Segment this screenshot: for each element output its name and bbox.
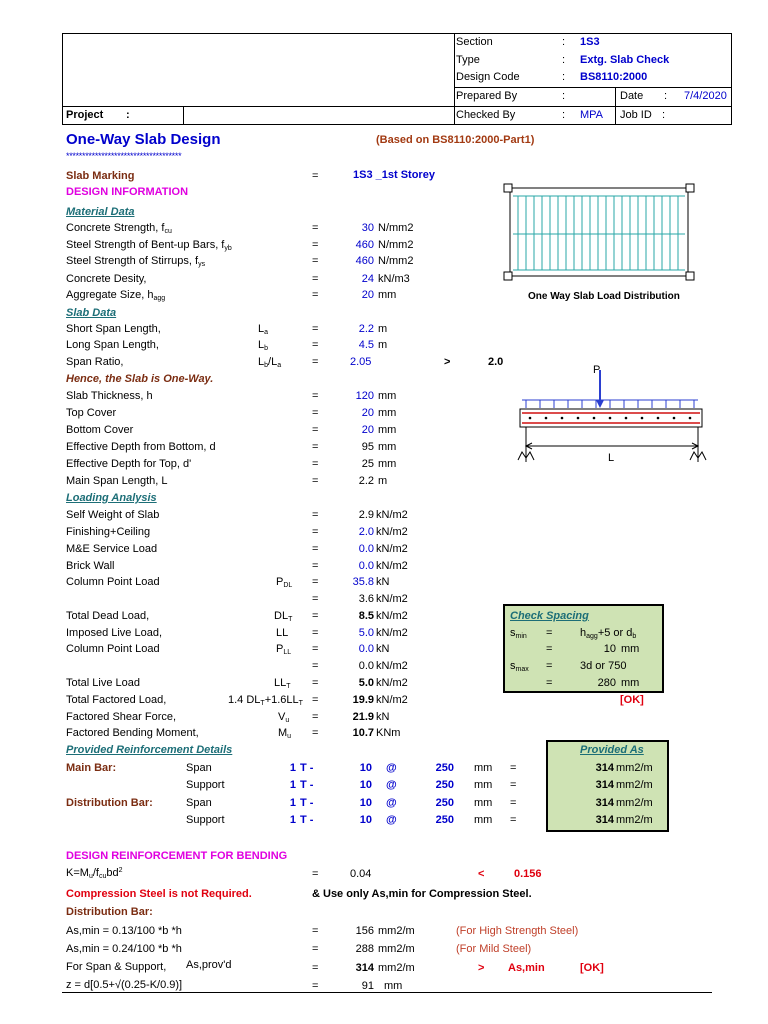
corner-column <box>686 272 694 280</box>
slab-row-label: Top Cover <box>66 407 117 419</box>
reinf-unit: mm <box>474 814 493 826</box>
imposed-sym: LL <box>276 627 289 639</box>
total-live-sym: LL <box>274 677 287 689</box>
k-sub2: cu <box>98 873 107 880</box>
k-cmp: < <box>478 868 485 880</box>
project-colon: : <box>126 109 130 121</box>
reinf-as-unit: mm2/m <box>616 762 653 774</box>
short-span-sub: a <box>264 329 269 336</box>
material-label: Aggregate Size, h <box>66 289 154 301</box>
asprov-ok: [OK] <box>580 962 604 974</box>
checked-value: MPA <box>580 109 604 121</box>
slab-row-unit: mm <box>378 424 397 436</box>
total-dead-value: 8.5 <box>358 610 374 622</box>
slab-row-unit: mm <box>378 441 397 453</box>
reinf-at: @ <box>386 762 397 774</box>
col-point-ll-value: 0.0 <box>358 643 374 655</box>
moment-sym: M <box>278 727 288 739</box>
finishing-label: Finishing+Ceiling <box>66 526 151 538</box>
col-point-area-value: 3.6 <box>358 593 374 605</box>
col-point-label: Column Point Load <box>66 576 160 588</box>
slab-row-label: Slab Thickness, h <box>66 390 153 402</box>
reinf-as-unit: mm2/m <box>616 779 653 791</box>
shear-sub: u <box>285 717 290 724</box>
reinf-eq: = <box>510 797 517 809</box>
reinf-loc: Span <box>186 762 212 774</box>
self-weight-value: 2.9 <box>358 509 374 521</box>
design-info-heading: DESIGN INFORMATION <box>66 186 189 198</box>
smin-formula-sub2: b <box>632 633 637 640</box>
asprov-label2: As,prov'd <box>186 959 232 971</box>
reinf-dia: 10 <box>359 779 372 791</box>
self-weight-label: Self Weight of Slab <box>66 509 160 521</box>
reinf-unit: mm <box>474 797 493 809</box>
span-ratio-limit: 2.0 <box>488 356 504 368</box>
k-limit: 0.156 <box>514 868 542 880</box>
long-span-sym: L <box>258 339 265 351</box>
reinf-as: 314 <box>595 814 614 826</box>
slab-row-value: 20 <box>361 407 374 419</box>
prepared-colon: : <box>562 90 566 102</box>
reinf-eq: = <box>510 762 517 774</box>
smin-sub: min <box>515 633 527 640</box>
material-unit: N/mm2 <box>378 239 414 251</box>
use-only-note: & Use only As,min for Compression Steel. <box>312 888 532 900</box>
slab-row-unit: mm <box>378 390 397 402</box>
page-title: One-Way Slab Design <box>66 131 221 148</box>
reinf-t: T - <box>300 762 314 774</box>
smin-value-eq: = <box>546 643 553 655</box>
section-label: Section <box>456 36 493 48</box>
slab-row-value: 2.2 <box>358 475 374 487</box>
one-way-conclusion: Hence, the Slab is One-Way. <box>66 373 214 385</box>
brick-unit: kN/m2 <box>376 560 408 572</box>
reinf-spacing: 250 <box>435 797 454 809</box>
check-spacing-title: Check Spacing <box>510 610 589 622</box>
smin-unit: mm <box>621 643 640 655</box>
code-value: BS8110:2000 <box>580 71 648 83</box>
section-colon: : <box>562 36 566 48</box>
slab-plan-caption: One Way Slab Load Distribution <box>528 291 680 302</box>
provided-as-title: Provided As <box>580 744 644 756</box>
main-bar-label: Main Bar: <box>66 762 117 774</box>
material-label: Steel Strength of Bent-up Bars, f <box>66 239 225 251</box>
material-heading: Material Data <box>66 206 135 218</box>
asprov-unit: mm2/m <box>378 962 415 974</box>
shear-value: 21.9 <box>352 711 374 723</box>
material-value: 24 <box>361 273 374 285</box>
moment-value: 10.7 <box>352 727 374 739</box>
reinf-as: 314 <box>595 762 614 774</box>
reinf-num: 1 <box>289 762 296 774</box>
reinf-spacing: 250 <box>435 779 454 791</box>
factored-sub: T <box>260 700 265 707</box>
total-live-unit: kN/m2 <box>376 677 408 689</box>
span-ratio-cmp: > <box>444 356 451 368</box>
factored-label: Total Factored Load, <box>66 694 167 706</box>
reinf-num: 1 <box>289 779 296 791</box>
corner-column <box>504 272 512 280</box>
corner-column <box>504 184 512 192</box>
slab-heading: Slab Data <box>66 307 117 319</box>
span-ratio-value: 2.05 <box>350 356 372 368</box>
material-sub: ys <box>198 261 206 268</box>
date-label: Date <box>620 90 644 102</box>
reinf-loc: Span <box>186 797 212 809</box>
smax-eq: = <box>546 660 553 672</box>
slab-row-label: Bottom Cover <box>66 424 134 436</box>
col-point-ll-area-unit: kN/m2 <box>376 660 408 672</box>
slab-row-value: 20 <box>361 424 374 436</box>
asmin2-unit: mm2/m <box>378 943 415 955</box>
smax-value: 280 <box>597 677 616 689</box>
reinf-dia: 10 <box>359 797 372 809</box>
asmin1-unit: mm2/m <box>378 925 415 937</box>
k-label: K=M <box>66 867 89 879</box>
imposed-value: 5.0 <box>358 627 374 639</box>
finishing-value: 2.0 <box>358 526 374 538</box>
shear-label: Factored Shear Force, <box>66 711 177 723</box>
slab-marking-eq: = <box>312 170 319 182</box>
reinf-num: 1 <box>289 814 296 826</box>
code-colon: : <box>562 71 566 83</box>
reinf-as: 314 <box>595 779 614 791</box>
imposed-unit: kN/m2 <box>376 627 408 639</box>
smin-sym: s <box>510 627 516 639</box>
material-sub: agg <box>153 295 166 302</box>
slab-row-value: 95 <box>361 441 374 453</box>
asprov-cmp: > <box>478 962 485 974</box>
load-strips <box>513 196 685 270</box>
slab-row-unit: m <box>378 475 388 487</box>
col-point-unit: kN <box>376 576 390 588</box>
col-point-sub: DL <box>283 582 293 589</box>
total-dead-unit: kN/m2 <box>376 610 408 622</box>
code-label: Design Code <box>456 71 520 83</box>
span-ratio-sym2: /L <box>268 356 278 368</box>
loading-heading: Loading Analysis <box>66 492 157 504</box>
asmin1-label: As,min = 0.13/100 *b *h <box>66 925 182 937</box>
reinf-as: 314 <box>595 797 614 809</box>
material-value: 460 <box>355 255 374 267</box>
k-sup: 2 <box>118 867 123 874</box>
short-span-label: Short Span Length, <box>66 323 161 335</box>
date-value: 7/4/2020 <box>684 90 727 102</box>
reinf-as-unit: mm2/m <box>616 797 653 809</box>
material-label: Concrete Desity, <box>66 273 147 285</box>
col-point-ll-sub: LL <box>283 649 292 656</box>
short-span-unit: m <box>378 323 388 335</box>
reinf-num: 1 <box>289 797 296 809</box>
shear-sym: V <box>278 711 286 723</box>
span-ratio-sub2: a <box>277 362 282 369</box>
smin-formula: h <box>580 627 587 639</box>
smin-value: 10 <box>603 643 616 655</box>
slab-row-label: Effective Depth from Bottom, d <box>66 441 216 453</box>
factored-sym: 1.4 DL <box>228 694 261 706</box>
asprov-value: 314 <box>355 962 374 974</box>
material-sub: cu <box>164 228 172 235</box>
slab-row-unit: mm <box>378 458 397 470</box>
factored-sub2: T <box>298 700 303 707</box>
asmin2-value: 288 <box>355 943 374 955</box>
reinf-dia: 10 <box>359 762 372 774</box>
total-live-value: 5.0 <box>358 677 374 689</box>
col-point-area-unit: kN/m2 <box>376 593 408 605</box>
reinf-t: T - <box>300 814 314 826</box>
col-point-value: 35.8 <box>352 576 374 588</box>
long-span-label: Long Span Length, <box>66 339 159 351</box>
reinf-loc: Support <box>186 814 225 826</box>
based-on-note: (Based on BS8110:2000-Part1) <box>376 134 535 146</box>
reinforcement-heading: Provided Reinforcement Details <box>66 744 233 756</box>
material-unit: N/mm2 <box>378 222 414 234</box>
moment-label: Factored Bending Moment, <box>66 727 199 739</box>
reinf-loc: Support <box>186 779 225 791</box>
reinf-dia: 10 <box>359 814 372 826</box>
k-mid: /f <box>92 867 99 879</box>
k-end: bd <box>106 867 119 879</box>
smin-eq: = <box>546 627 553 639</box>
material-value: 20 <box>361 289 374 301</box>
jobid-label: Job ID <box>620 109 652 121</box>
material-unit: mm <box>378 289 397 301</box>
total-live-label: Total Live Load <box>66 677 140 689</box>
reinf-unit: mm <box>474 779 493 791</box>
type-value: Extg. Slab Check <box>580 54 670 66</box>
slab-row-label: Main Span Length, L <box>66 475 168 487</box>
reinf-t: T - <box>300 797 314 809</box>
long-span-sub: b <box>264 345 269 352</box>
finishing-unit: kN/m2 <box>376 526 408 538</box>
reinf-spacing: 250 <box>435 762 454 774</box>
smax-unit: mm <box>621 677 640 689</box>
point-load-arrowhead <box>596 400 604 408</box>
prepared-label: Prepared By <box>456 90 518 102</box>
brick-label: Brick Wall <box>66 560 115 572</box>
smax-formula: 3d or 750 <box>580 660 627 672</box>
material-label: Steel Strength of Stirrups, f <box>66 255 199 267</box>
total-dead-sym: DL <box>274 610 289 622</box>
material-sub: yb <box>224 245 232 252</box>
me-label: M&E Service Load <box>66 543 158 555</box>
reinf-at: @ <box>386 779 397 791</box>
date-colon: : <box>664 90 668 102</box>
me-unit: kN/m2 <box>376 543 408 555</box>
me-value: 0.0 <box>358 543 374 555</box>
short-span-sym: L <box>258 323 265 335</box>
factored-unit: kN/m2 <box>376 694 408 706</box>
smin-formula-mid: +5 or d <box>597 627 633 639</box>
point-load-label: P <box>593 364 601 376</box>
shear-unit: kN <box>376 711 390 723</box>
col-point-ll-unit: kN <box>376 643 390 655</box>
factored-value: 19.9 <box>352 694 374 706</box>
total-dead-sub: T <box>288 616 293 623</box>
asmin1-value: 156 <box>355 925 374 937</box>
long-span-value: 4.5 <box>358 339 374 351</box>
brick-value: 0.0 <box>358 560 374 572</box>
material-label: Concrete Strength, f <box>66 222 165 234</box>
smax-sub: max <box>515 666 529 673</box>
slab-outline <box>510 188 688 276</box>
reinf-unit: mm <box>474 762 493 774</box>
slab-plan-diagram <box>496 178 702 290</box>
col-point-ll-sym: P <box>276 643 284 655</box>
moment-sub: u <box>287 733 292 740</box>
asprov-ref: As,min <box>508 962 545 974</box>
k-sub: u <box>88 873 93 880</box>
slab-row-unit: mm <box>378 407 397 419</box>
reinf-spacing: 250 <box>435 814 454 826</box>
span-length-label: L <box>608 452 615 464</box>
dist-bar-label: Distribution Bar: <box>66 797 153 809</box>
reinf-eq: = <box>510 779 517 791</box>
span-ratio-sub: b <box>264 362 269 369</box>
bending-dist-bar: Distribution Bar: <box>66 906 153 918</box>
total-live-sub: T <box>286 683 291 690</box>
reinf-eq: = <box>510 814 517 826</box>
asprov-label: For Span & Support, <box>66 961 167 973</box>
type-colon: : <box>562 54 566 66</box>
span-ratio-label: Span Ratio, <box>66 356 124 368</box>
short-span-value: 2.2 <box>358 323 374 335</box>
slab-row-label: Effective Depth for Top, d' <box>66 458 192 470</box>
z-value: 91 <box>361 980 374 992</box>
reinf-at: @ <box>386 797 397 809</box>
col-point-ll-area-value: 0.0 <box>358 660 374 672</box>
col-point-sym: P <box>276 576 284 588</box>
moment-unit: KNm <box>376 727 401 739</box>
factored-sym2: +1.6LL <box>264 694 299 706</box>
checked-colon: : <box>562 109 566 121</box>
slab-marking-label: Slab Marking <box>66 170 135 182</box>
reinf-t: T - <box>300 779 314 791</box>
material-unit: N/mm2 <box>378 255 414 267</box>
compression-not-required: Compression Steel is not Required. <box>66 888 252 900</box>
asmin2-note: (For Mild Steel) <box>456 943 532 955</box>
material-value: 460 <box>355 239 374 251</box>
z-unit: mm <box>384 980 403 992</box>
k-value: 0.04 <box>350 868 372 880</box>
material-value: 30 <box>361 222 374 234</box>
col-point-ll-label: Column Point Load <box>66 643 160 655</box>
reinf-as-unit: mm2/m <box>616 814 653 826</box>
smax-sym: s <box>510 660 516 672</box>
title-stars: ************************************ <box>66 151 182 161</box>
bending-heading: DESIGN REINFORCEMENT FOR BENDING <box>66 850 288 862</box>
slab-row-value: 25 <box>361 458 374 470</box>
span-ratio-sym: L <box>258 356 265 368</box>
corner-column <box>686 184 694 192</box>
slab-row-value: 120 <box>355 390 374 402</box>
total-dead-label: Total Dead Load, <box>66 610 150 622</box>
imposed-label: Imposed Live Load, <box>66 627 163 639</box>
project-label: Project <box>66 109 104 121</box>
smin-formula-sub: agg <box>586 633 598 640</box>
jobid-colon: : <box>662 109 666 121</box>
asmin2-label: As,min = 0.24/100 *b *h <box>66 943 182 955</box>
slab-marking-value: 1S3 _1st Storey <box>353 169 435 181</box>
long-span-unit: m <box>378 339 388 351</box>
z-label: z = d[0.5+√(0.25-K/0.9)] <box>66 979 183 991</box>
udl-arrows <box>522 400 698 408</box>
spacing-ok: [OK] <box>620 694 644 706</box>
reinf-at: @ <box>386 814 397 826</box>
self-weight-unit: kN/m2 <box>376 509 408 521</box>
asmin1-note: (For High Strength Steel) <box>456 925 579 937</box>
smax-value-eq: = <box>546 677 553 689</box>
type-label: Type <box>456 54 480 66</box>
material-unit: kN/m3 <box>378 273 410 285</box>
checked-label: Checked By <box>456 109 516 121</box>
section-value: 1S3 <box>580 36 600 48</box>
